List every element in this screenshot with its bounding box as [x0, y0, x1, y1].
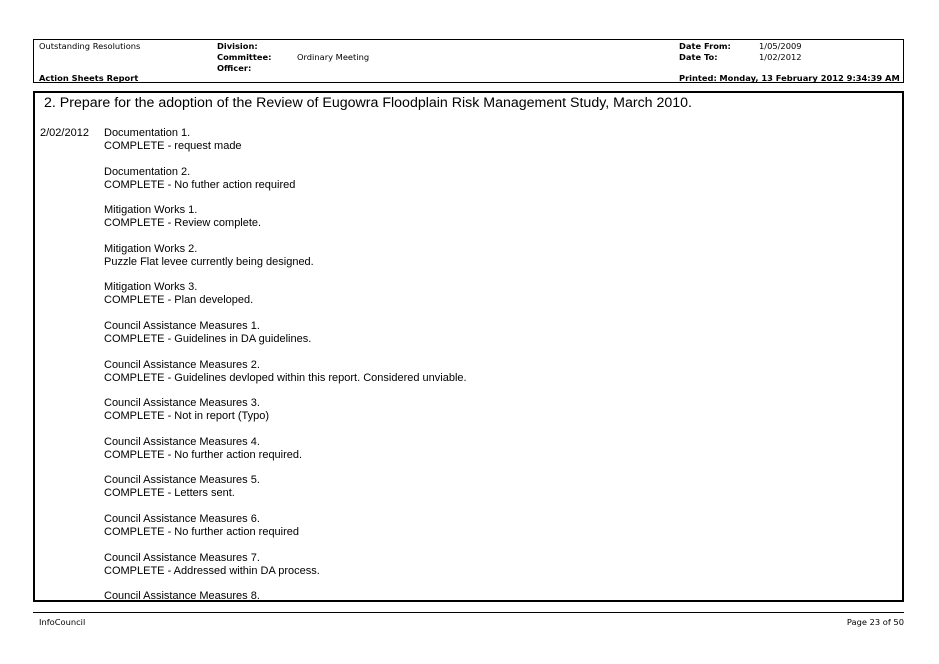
list-item — [104, 243, 467, 269]
list-item — [104, 166, 467, 192]
page-number: Page 23 of 50 — [846, 617, 904, 627]
footer-divider — [33, 612, 904, 613]
list-item — [104, 552, 467, 578]
list-item — [104, 281, 467, 307]
committee-value: Ordinary Meeting — [297, 52, 370, 62]
list-item — [104, 127, 467, 153]
date-from-value: 1/05/2009 — [759, 41, 802, 51]
entry-heading: Council Assistance Measures 1. — [104, 319, 260, 332]
action-date: 2/02/2012 — [40, 127, 89, 139]
printed-value: Monday, 13 February 2012 9:34:39 AM — [719, 73, 900, 83]
action-list — [104, 127, 467, 602]
printed-stamp — [679, 73, 900, 84]
entry-heading: Documentation 2. — [104, 165, 191, 178]
entry-heading: Mitigation Works 1. — [104, 204, 198, 217]
date-from-label: Date From: — [679, 41, 731, 51]
entry-status: COMPLETE - No further action required — [104, 525, 300, 538]
entry-heading: Council Assistance Measures 8. — [104, 590, 260, 602]
resolution-title: 2. Prepare for the adoption of the Review of Eugowra Floodplain Risk Management Study, March 2010. — [44, 95, 692, 111]
list-item — [104, 397, 467, 423]
entry-heading: Council Assistance Measures 4. — [104, 435, 260, 448]
officer-label: Officer: — [217, 63, 252, 73]
list-item — [104, 436, 467, 462]
list-item — [104, 320, 467, 346]
entry-status: COMPLETE - No further action required. — [104, 448, 303, 461]
report-header — [33, 39, 904, 83]
entry-status: COMPLETE - No futher action required — [104, 178, 296, 191]
entry-status: COMPLETE - Guidelines devloped within this report. Considered unviable. — [104, 371, 467, 384]
entry-heading: Mitigation Works 2. — [104, 242, 198, 255]
entry-status: COMPLETE - Plan developed. — [104, 294, 254, 307]
entry-heading: Council Assistance Measures 7. — [104, 551, 260, 564]
entry-heading: Council Assistance Measures 5. — [104, 474, 260, 487]
list-item — [104, 359, 467, 385]
report-type: Outstanding Resolutions — [39, 41, 141, 51]
printed-label: Printed: — [679, 73, 717, 83]
entry-heading: Documentation 1. — [104, 127, 191, 139]
resolution-panel — [33, 91, 904, 602]
list-item — [104, 474, 467, 500]
entry-heading: Council Assistance Measures 6. — [104, 512, 260, 525]
date-to-label: Date To: — [679, 52, 718, 62]
entry-status: COMPLETE - request made — [104, 140, 242, 152]
list-item — [104, 204, 467, 230]
entry-status: COMPLETE - Letters sent. — [104, 487, 235, 500]
entry-status: COMPLETE - Not in report (Typo) — [104, 410, 270, 423]
committee-label: Committee: — [217, 52, 272, 62]
entry-status: COMPLETE - Addressed within DA process. — [104, 564, 320, 577]
entry-status: Puzzle Flat levee currently being designed. — [104, 255, 314, 268]
entry-heading: Council Assistance Measures 3. — [104, 397, 260, 410]
report-name: Action Sheets Report — [39, 73, 139, 83]
entry-status: COMPLETE - Review complete. — [104, 217, 262, 230]
division-label: Division: — [217, 41, 258, 51]
entry-heading: Council Assistance Measures 2. — [104, 358, 260, 371]
list-item — [104, 513, 467, 539]
entry-heading: Mitigation Works 3. — [104, 281, 198, 294]
list-item — [104, 590, 467, 602]
date-to-value: 1/02/2012 — [759, 52, 802, 62]
entry-status: COMPLETE - Guidelines in DA guidelines. — [104, 332, 312, 345]
footer-brand: InfoCouncil — [39, 617, 86, 627]
